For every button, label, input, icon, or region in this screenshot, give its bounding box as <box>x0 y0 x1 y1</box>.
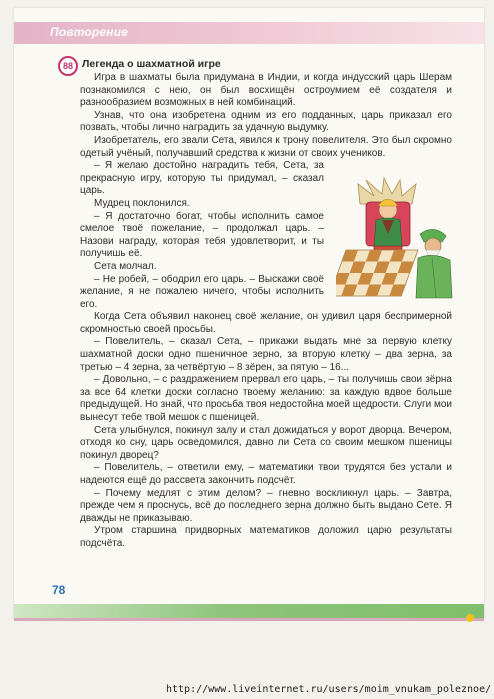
source-watermark: http://www.liveinternet.ru/users/moim_vnukam_poleznoe/ <box>166 684 492 695</box>
king-and-sage-illustration <box>336 176 456 302</box>
paragraph: Утром старшина придворных математиков доложил царю результаты подсчёта. <box>80 525 452 549</box>
paragraph: Узнав, что она изобретена одним из его подданных, царь приказал его позвать, чтобы лично наградить за удачную выдумку. <box>80 109 452 134</box>
paragraph: – Не робей, – ободрил его царь. – Выскажи своё желание, я не пожалею ничего, чтобы исполнить его. <box>80 273 324 310</box>
page-number: 78 <box>52 583 66 597</box>
lesson-title: Легенда о шахматной игре <box>82 58 221 70</box>
paragraph: – Я желаю достойно наградить тебя, Сета, за прекрасную игру, которую ты придумал, – сказал царь. <box>80 160 324 197</box>
footer-dot <box>466 614 474 622</box>
paragraph: – Почему медлят с этим делом? – гневно воскликнул царь. – Завтра, прежде чем я проснусь, всё до последнего зерна должно быть выдано Сете. Я дважды не приказываю. <box>80 487 452 524</box>
paragraph: Изобретатель, его звали Сета, явился к трону повелителя. Это был скромно одетый учёный, получавший средства к жизни от своих учеников. <box>80 134 452 159</box>
story-text <box>80 72 452 551</box>
paragraph: – Повелитель, – сказал Сета, – прикажи выдать мне за первую клетку шахматной доски одно пшеничное зерно, за вторую клетку – два зерна, за третью – 4 зерна, за четвёртую – 8 зёрен, за пятую – 16... <box>80 336 452 373</box>
paragraph: Сета улыбнулся, покинул залу и стал дожидаться у ворот дворца. Вечером, отходя ко сну, царь осведомился, давно ли Сета со своим мешком пшеницы покинул дворец? <box>80 424 452 461</box>
footer-line <box>14 618 484 621</box>
paragraph: Сета молчал. <box>94 260 157 272</box>
paragraph: Игра в шахматы была придумана в Индии, и когда индусский царь Шерам познакомился с нею, он был восхищён остроумием её создателя и разнообразием возможных в ней комбинаций. <box>80 72 452 109</box>
paragraph: – Довольно, – с раздражением прервал его царь, – ты получишь свои зёрна за все 64 клетки доски согласно твоему желанию: за каждую вдвое больше предыдущей. Но знай, что просьба твоя недостойна моей щедрости. Слуги мои вынесут тебе твой мешок с пшеницей. <box>80 374 452 424</box>
lesson-number-badge: 88 <box>58 56 78 76</box>
section-title: Повторение <box>50 25 129 39</box>
paragraph: – Я достаточно богат, чтобы исполнить самое смелое твоё пожелание, – продолжал царь. – Назови награду, которая тебя удовлетворит, и ты получишь её. <box>80 210 324 260</box>
paragraph: Мудрец поклонился. <box>94 197 190 209</box>
paragraph: – Повелитель, – ответили ему, – математики твои трудятся без устали и надеются ещё до рассвета закончить подсчёт. <box>80 462 452 486</box>
paragraph: Когда Сета объявил наконец своё желание, он удивил царя беспримерной скромностью своей просьбы. <box>80 311 452 335</box>
footer-band <box>14 604 484 618</box>
